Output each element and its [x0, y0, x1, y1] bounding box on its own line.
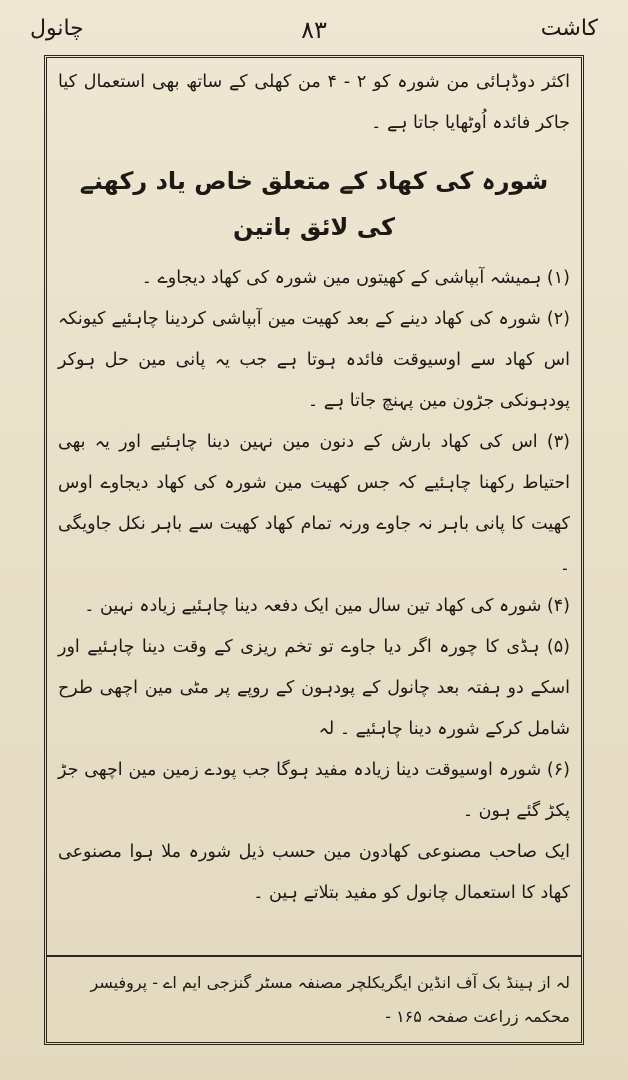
- list-item-5: (۵) ہڈی کا چورہ اگر دیا جاوے تو تخم ریزی کے وقت دینا چاہئیے اور اسکے دو ہفتہ بعد چانول کے پودہون کے روپے پر مٹی مین اچھی طرح شامل کرکے شورہ دینا چاہئیے ۔ لہ: [58, 637, 570, 739]
- header-section-title: کاشت: [540, 16, 598, 41]
- section-heading: شورہ کی کھاد کے متعلق خاص یاد رکھنے کی لائق باتین: [79, 167, 549, 241]
- footnote-text: لہ از ہینڈ بک آف انڈین ایگریکلچر مصنفہ مسٹر گنزجی ایم اے - پروفیسر محکمہ زراعت صفحہ ۱۶۵ -: [90, 973, 570, 1026]
- list-item-2: (۲) شورہ کی کھاد دینے کے بعد کھیت مین آبپاشی کردینا چاہئیے کیونکہ اس کھاد سے اوسیوقت فائدہ ہوتا ہے جب یہ پانی مین حل ہوکر پودہونکی جڑون مین پہنچ جاتا ہے ۔: [58, 309, 570, 411]
- list-item-6: (۶) شورہ اوسیوقت دینا زیادہ مفید ہوگا جب پودے زمین مین اچھی جڑ پکڑ گئے ہون ۔: [58, 760, 570, 821]
- list-item-1: (۱) ہمیشہ آبپاشی کے کھیتوں مین شورہ کی کھاد دیجاوے ۔: [141, 268, 570, 288]
- header-book-title: چانول: [30, 16, 84, 41]
- footnote-divider: [47, 955, 581, 957]
- page-number: ۸۳: [301, 16, 327, 44]
- list-item-3: (۳) اس کی کھاد بارش کے دنون مین نہین دینا چاہئیے اور یہ بھی احتیاط رکھنا چاہئیے کہ جس کھیت مین شورہ کی کھاد دیجاوے اوس کھیت کا پانی باہر نہ جاوے ورنہ تمام کھاد کھیت سے باہر نکل جاویگی ۔: [58, 432, 570, 575]
- page-header: [30, 10, 598, 50]
- page-body: [58, 62, 570, 914]
- intro-paragraph: اکثر دوڈہائی من شورہ کو ۲ - ۴ من کھلی کے ساتھ بھی استعمال کیا جاکر فائدہ اُوٹھایا جاتا ہے ۔: [58, 72, 570, 133]
- closing-paragraph: ایک صاحب مصنوعی کھادون مین حسب ذیل شورہ ملا ہوا مصنوعی کھاد کا استعمال چانول کو مفید بتلاتے ہین ۔: [58, 842, 570, 903]
- footnote: [58, 966, 570, 1034]
- list-item-4: (۴) شورہ کی کھاد تین سال مین ایک دفعہ دینا چاہئیے زیادہ نہین ۔: [84, 596, 570, 616]
